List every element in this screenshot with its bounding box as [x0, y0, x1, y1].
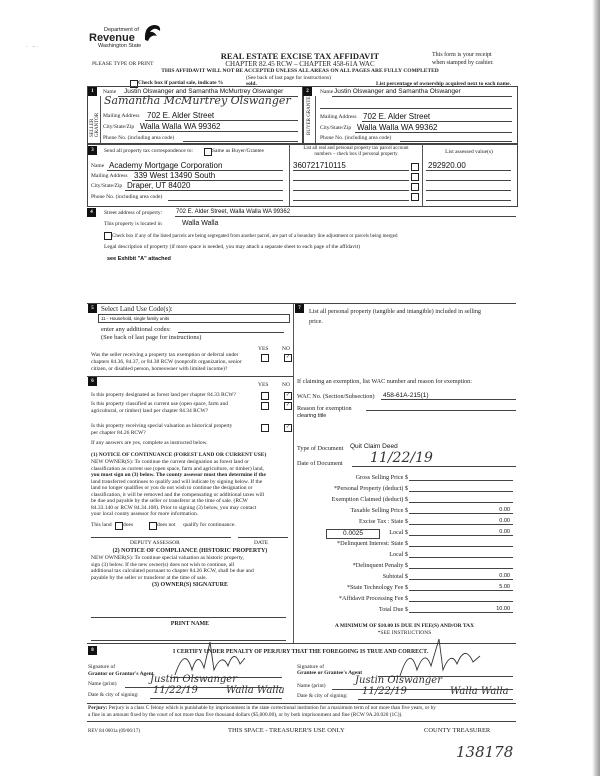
section-number-5: 5 — [88, 304, 97, 313]
buyer-city-line — [355, 132, 512, 133]
grantee-signature-scribble — [395, 636, 485, 681]
corr-city-field[interactable]: Draper, UT 84020 — [127, 181, 191, 190]
parcel-line-1 — [293, 170, 409, 171]
qualify-label: qualify for continuance. — [183, 522, 236, 528]
exemption-question-line-1: Was the seller receiving a property tax exemption or deferral under — [91, 352, 239, 358]
amount-label: *State Technology Fee $ — [346, 584, 408, 591]
amount-label: *Affidavit Processing Fee $ — [338, 595, 408, 602]
corr-phone-line[interactable] — [168, 200, 283, 201]
segregated-checkbox[interactable] — [104, 232, 112, 240]
seller-name-label: Name — [103, 89, 117, 95]
reason-line — [366, 410, 516, 411]
does-label: does — [123, 522, 134, 528]
forest-yes-checkbox[interactable] — [261, 392, 269, 400]
see-instructions-note: *SEE INSTRUCTIONS — [377, 630, 432, 636]
land-use-select[interactable] — [98, 314, 290, 323]
buyer-divider — [315, 96, 316, 143]
grantee-date-line — [358, 699, 513, 700]
logo-dept: Department of — [104, 27, 139, 33]
section-number-6: 6 — [88, 377, 97, 386]
street-address-field[interactable]: 702 E. Alder Street, Walla Walla WA 99362 — [176, 209, 291, 215]
grantor-date-field[interactable]: 11/22/19 — [153, 685, 198, 696]
buyer-name-field[interactable]: Justin Olswanger and Samantha Olswanger — [334, 88, 461, 95]
amount-value[interactable]: 5.00 — [499, 584, 510, 590]
seller-side-label — [88, 111, 100, 137]
land-use-see-back: (See back of last page for instructions) — [101, 334, 202, 341]
segregated-label: Check box if any of the listed parcels are being segregated from another parcel, are part of a boundary line adjustment or parcels being merged — [112, 234, 398, 239]
owner-signature-label: (3) OWNER(S) SIGNATURE — [152, 582, 228, 588]
street-address-label: Street address of property: — [104, 210, 163, 216]
corr-city-line — [125, 190, 283, 191]
amount-label: *Delinquent Penalty $ — [352, 562, 408, 569]
seller-phone-line[interactable] — [183, 141, 298, 142]
treasurer-space-label: THIS SPACE - TREASURER'S USE ONLY — [228, 727, 345, 734]
sold-label: sold. — [246, 81, 257, 87]
print-name-label: PRINT NAME — [170, 621, 210, 627]
wac-line — [381, 399, 516, 400]
buyer-name-line-2[interactable] — [320, 108, 512, 109]
legal-description-label: Legal description of property (if more space is needed, you may attach a separate sheet to each page of the affidavit) — [104, 244, 360, 250]
buyer-phone-label: Phone No. (including area code) — [320, 135, 392, 141]
grantor-signature-label-2: Grantor or Grantor's Agent — [88, 671, 154, 677]
amount-line — [409, 601, 513, 602]
exemption-label: If claiming an exemption, list WAC number and reason for exemption: — [297, 378, 472, 385]
receipt-note-1: This form is your receipt — [432, 52, 492, 58]
historic-yes-checkbox[interactable] — [261, 424, 269, 432]
current-use-yes-checkbox[interactable] — [261, 402, 269, 410]
amount-label: Taxable Selling Price $ — [350, 507, 408, 514]
assessor-date-label: DATE — [254, 540, 269, 546]
amount-label: Excise Tax : State $ — [359, 518, 408, 525]
chapter-line: CHAPTER 82.45 RCW – CHAPTER 458-61A WAC — [225, 60, 375, 68]
yes-header-5: YES — [258, 346, 269, 352]
perjury-top-border — [87, 703, 516, 704]
notice2-line: additional tax calculated pursuant to chapter 84.26 RCW, shall be due and — [91, 568, 254, 574]
buyer-name-line — [332, 96, 512, 97]
personal-property-checkbox-1[interactable] — [411, 163, 419, 171]
notice-compliance-title: (2) NOTICE OF COMPLIANCE (HISTORIC PROPERTY) — [112, 548, 268, 554]
parcel-line-3[interactable] — [293, 190, 409, 191]
exemption-no-checkbox[interactable]: ✓ — [285, 355, 291, 360]
buyer-city-field[interactable]: Walla Walla WA 99362 — [357, 123, 438, 132]
seller-phone-label: Phone No. (including area code) — [103, 135, 175, 141]
seller-city-field[interactable]: Walla Walla WA 99362 — [140, 122, 221, 131]
notice1-line: you must sign on (3) below. The county assessor must then determine if the — [91, 472, 266, 478]
same-as-buyer-label: Same as Buyer/Grantee — [212, 148, 264, 154]
buyer-city-label: City/State/Zip — [320, 125, 352, 131]
logo-swirl-icon — [142, 22, 162, 44]
buyer-side-label: BUYER GRANTEE — [307, 93, 312, 135]
corr-name-label: Name — [91, 163, 105, 169]
personal-property-checkbox-3[interactable] — [411, 183, 419, 191]
grantor-name-label: Name (print) — [88, 681, 117, 687]
doc-date-line — [352, 466, 516, 467]
ownership-note: List percentage of ownership acquired next to each name. — [376, 81, 511, 87]
perjury-line-2: a fine in an amount fixed by the court of not more than five thousand dollars ($5,000.00), or by both imprisonment and fine (RCW 9A.20.020 (1C)). — [88, 712, 403, 718]
seller-city-line — [138, 131, 298, 132]
forest-no-checkbox[interactable]: ✓ — [285, 393, 291, 398]
corr-city-label: City/State/Zip — [91, 183, 123, 189]
additional-codes-input[interactable] — [178, 332, 284, 333]
please-type: PLEASE TYPE OR PRINT — [92, 61, 154, 67]
section-number-3: 3 — [88, 146, 97, 155]
section-number-2: 2 — [303, 87, 312, 96]
amount-line — [409, 502, 513, 503]
seller-mailing-label: Mailing Address — [103, 113, 140, 119]
deputy-assessor-label: DEPUTY ASSESSOR — [130, 540, 180, 546]
seller-city-label: City/State/Zip — [103, 124, 135, 130]
grantee-name-field[interactable]: Justin Olswanger — [355, 675, 443, 686]
seller-side-text: SELLER GRANTOR — [90, 112, 100, 137]
section-number-1: 1 — [88, 87, 97, 96]
amount-value[interactable]: 10.00 — [496, 606, 510, 612]
receipt-note-2: when stamped by cashier. — [432, 60, 494, 66]
seller-name-field[interactable]: Justin Olswanger and Samantha McMurtrey Olswanger — [124, 88, 284, 95]
land-use-label: Select Land Use Code(s): — [101, 305, 173, 313]
seller-mailing-field[interactable]: 702 E. Alder Street — [147, 111, 215, 120]
grantor-signature-scribble — [170, 640, 250, 680]
perjury-bottom-border — [87, 721, 516, 722]
section-number-7: 7 — [295, 304, 304, 313]
grantee-signature-label-1: Signature of — [297, 664, 325, 670]
grantee-signature-label-2: Grantee or Grantee's Agent — [297, 670, 363, 676]
section-number-4: 4 — [87, 208, 96, 217]
grantor-city-field[interactable]: Walla Walla — [226, 685, 285, 696]
assessor-date-line[interactable] — [238, 537, 288, 538]
grantee-name-label: Name (print) — [297, 683, 326, 689]
notice1-line: NEW OWNER(S): To continue the current designation as forest land or — [91, 459, 249, 465]
exemption-question-line-2: chapters 84.36, 84.37, or 84.38 RCW (nonprofit organization, senior — [91, 359, 242, 365]
amount-label: Exemption Claimed (deduct) $ — [331, 496, 408, 503]
historic-question-2: per chapter 84.26 RCW? — [91, 430, 146, 436]
section-6-top-border — [87, 376, 293, 377]
current-use-question-1: Is this property classified as current use (open space, farm and — [91, 401, 228, 407]
parcels-header-2: numbers – check box if personal property — [314, 152, 398, 157]
form-revision: REV 84 0001a (09/06/17) — [88, 729, 140, 734]
exemption-yes-checkbox[interactable] — [261, 354, 269, 362]
logo-state: Washington State — [98, 43, 142, 49]
values-header: List assessed value(s) — [445, 149, 493, 155]
historic-question-1: Is this property receiving special valuation as historical property — [91, 423, 233, 429]
see-back-note: (See back of last page for instructions) — [246, 75, 331, 81]
local-rate-box[interactable] — [326, 529, 380, 539]
current-use-no-checkbox[interactable]: ✓ — [285, 403, 291, 408]
value-line-2[interactable] — [426, 180, 511, 181]
local-rate-value: 0.0025 — [343, 530, 363, 537]
amount-value[interactable]: 0.00 — [499, 518, 510, 524]
does-not-qualify-checkbox[interactable] — [149, 522, 157, 530]
perjury-line-1: Perjury is a class C felony which is punishable by imprisonment in the state correctional institution for a maximum term of not more than five years, or by — [108, 705, 436, 711]
grantor-date-line — [150, 698, 282, 699]
doc-date-field[interactable]: 11/22/19 — [370, 450, 433, 466]
minimum-due-note: A MINIMUM OF $10.00 IS DUE IN FEE(S) AND/OR TAX — [334, 623, 475, 629]
notice2-line: sign (3) below. If the new owner(s) does not wish to continue, all — [91, 561, 235, 568]
assessed-value-field[interactable]: 292920.00 — [428, 161, 466, 170]
historic-no-checkbox[interactable]: ✓ — [285, 425, 291, 430]
land-use-code: 11 - Household, single family units — [101, 316, 170, 321]
amount-line — [409, 491, 513, 492]
amount-label: Total Due $ — [378, 606, 408, 613]
amount-label: *Delinquent Interest: State $ — [337, 540, 408, 547]
seller-divider — [100, 96, 101, 143]
perjury-line-1-wrap — [88, 705, 436, 712]
grantee-city-field[interactable]: Walla Walla — [450, 686, 509, 697]
deputy-assessor-line[interactable] — [91, 537, 231, 538]
scan-edge — [592, 0, 600, 776]
forest-land-question: Is this property designated as forest land per chapter 84.33 RCW? — [91, 392, 236, 398]
grantor-date-label: Date & city of signing: — [88, 692, 139, 698]
if-yes-instruction: If any answers are yes, complete as instructed below. — [91, 440, 208, 446]
seller-handwritten-name: Samantha McMurtrey Olswanger — [104, 94, 291, 107]
additional-codes-label: enter any additional codes: — [101, 326, 171, 333]
partial-sale-label: Check box if partial sale, indicate % — [138, 80, 224, 86]
corr-phone-label: Phone No. (including area code) — [91, 194, 163, 200]
same-as-buyer-checkbox[interactable] — [204, 148, 212, 156]
grantor-name-field[interactable]: Justin Olswanger — [150, 674, 238, 685]
personal-property-checkbox-2[interactable] — [411, 173, 419, 181]
perjury-heading: Perjury: — [88, 705, 108, 711]
amount-label: *Personal Property (deduct) $ — [333, 485, 408, 492]
amount-line — [409, 568, 513, 569]
parcel-line-4[interactable] — [293, 200, 409, 201]
this-land-label: This land — [91, 522, 112, 528]
warning-banner: THIS AFFIDAVIT WILL NOT BE ACCEPTED UNLESS ALL AREAS ON ALL PAGES ARE FULLY COMPLETED — [161, 68, 439, 74]
parcel-line-2[interactable] — [293, 180, 409, 181]
no-header-5: NO — [282, 346, 290, 352]
legal-description-field[interactable]: see Exhibit "A" attached — [107, 256, 171, 262]
column-divider — [293, 303, 294, 643]
notice1-line: land transferred continues to qualify and will indicate by signing below. If the — [91, 478, 263, 485]
street-address-line — [175, 216, 516, 217]
does-not-label: does not — [157, 522, 176, 528]
grantee-date-field[interactable]: 11/22/19 — [362, 686, 407, 697]
amount-line — [409, 557, 513, 558]
county-treasurer-label: COUNTY TREASURER — [424, 727, 491, 734]
yes-header-6: YES — [258, 382, 269, 388]
amount-value[interactable]: 0.00 — [499, 573, 510, 579]
wac-label: WAC No. (Section/Subsection) — [297, 393, 375, 400]
scan-mark: · ⌐ · — [26, 45, 39, 50]
amount-value[interactable]: 0.00 — [499, 507, 510, 513]
grantee-date-label: Date & city of signing: — [297, 693, 348, 699]
corr-name-field[interactable]: Academy Mortgage Corporation — [109, 161, 223, 170]
notice1-line: 84.33.140 or RCW 84.34.108). Prior to signing (3) below, you may contact — [91, 504, 257, 511]
buyer-mailing-line — [362, 121, 512, 122]
amount-label: Local $ — [389, 551, 408, 558]
treasurer-stamp-number: 138178 — [456, 743, 514, 761]
certification-statement: I CERTIFY UNDER PENALTY OF PERJURY THAT THE FOREGOING IS TRUE AND CORRECT. — [173, 649, 429, 655]
grantor-signature-label-1: Signature of — [88, 664, 116, 670]
does-qualify-checkbox[interactable] — [115, 522, 123, 530]
no-header-6: NO — [282, 382, 290, 388]
notice1-line: classification as current use (open space, farm and agriculture, or timber) land, — [91, 465, 264, 472]
notice-continuance-title: (1) NOTICE OF CONTINUANCE (FOREST LAND OR CURRENT USE) — [91, 452, 267, 458]
buyer-phone-line[interactable] — [400, 141, 512, 142]
amount-label: Subtotal $ — [382, 573, 408, 580]
value-line-1 — [426, 170, 511, 171]
amount-value[interactable]: 0.00 — [499, 529, 510, 535]
parcel-number-field[interactable]: 360721710115 — [293, 161, 346, 170]
located-in-field[interactable]: Walla Walla — [182, 220, 219, 227]
owner-signature-line[interactable] — [91, 617, 286, 618]
value-line-3[interactable] — [426, 190, 511, 191]
personal-property-label-2: price. — [309, 318, 323, 325]
corr-mailing-field[interactable]: 339 West 13490 South — [134, 171, 216, 180]
send-correspondence-label: Send all property tax correspondence to: — [104, 148, 194, 154]
buyer-name-label: Name — [320, 89, 334, 95]
buyer-mailing-field[interactable]: 702 E. Alder Street — [363, 112, 431, 121]
value-line-4[interactable] — [426, 200, 511, 201]
logo-revenue: Revenue — [89, 32, 135, 44]
buyer-mailing-label: Mailing Address — [320, 114, 357, 120]
section-number-8: 8 — [88, 646, 97, 655]
located-in-label: This property is located in — [104, 221, 162, 227]
notice1-line: classification, it will be removed and the compensating or additional taxes will — [91, 491, 265, 498]
form-title: REAL ESTATE EXCISE TAX AFFIDAVIT — [220, 51, 380, 61]
doc-date-label: Date of Document — [297, 460, 343, 467]
personal-property-label-1: List all personal property (tangible and intangible) included in selling — [309, 308, 482, 315]
notice1-line: land no longer qualifies or you do not wish to continue the designation or — [91, 485, 253, 491]
exemption-question-line-3: citizen, or disabled person, homeowner with limited income)? — [91, 366, 228, 372]
reason-label: Reason for exemption — [297, 405, 352, 412]
amount-line — [409, 480, 513, 481]
wac-field[interactable]: 458-61A-215(1) — [383, 392, 429, 399]
doc-type-field[interactable]: Quit Claim Deed — [350, 443, 398, 450]
notice1-line: be due and payable by the seller or transferor at the time of sale. (RCW — [91, 498, 248, 504]
current-use-question-2: agricultural, or timber) land per chapter 84.34 RCW? — [91, 408, 209, 414]
parcels-header-1: List all real and personal property tax parcel account — [303, 146, 409, 151]
reason-field[interactable]: clearing title — [297, 413, 327, 419]
amount-label: Gross Selling Price $ — [355, 474, 408, 481]
amount-line — [409, 546, 513, 547]
corr-mailing-label: Mailing Address — [91, 173, 128, 179]
notice2-line: NEW OWNER(S): To continue special valuation as historic property, — [91, 555, 244, 561]
seller-mailing-line — [145, 120, 298, 121]
notice2-line: payable by the seller or transferor at the time of sale. — [91, 574, 207, 581]
doc-type-label: Type of Document — [297, 445, 344, 452]
notice1-line: your local county assessor for more information. — [91, 511, 199, 517]
personal-property-checkbox-4[interactable] — [411, 193, 419, 201]
amount-label: Local $ — [389, 529, 408, 536]
